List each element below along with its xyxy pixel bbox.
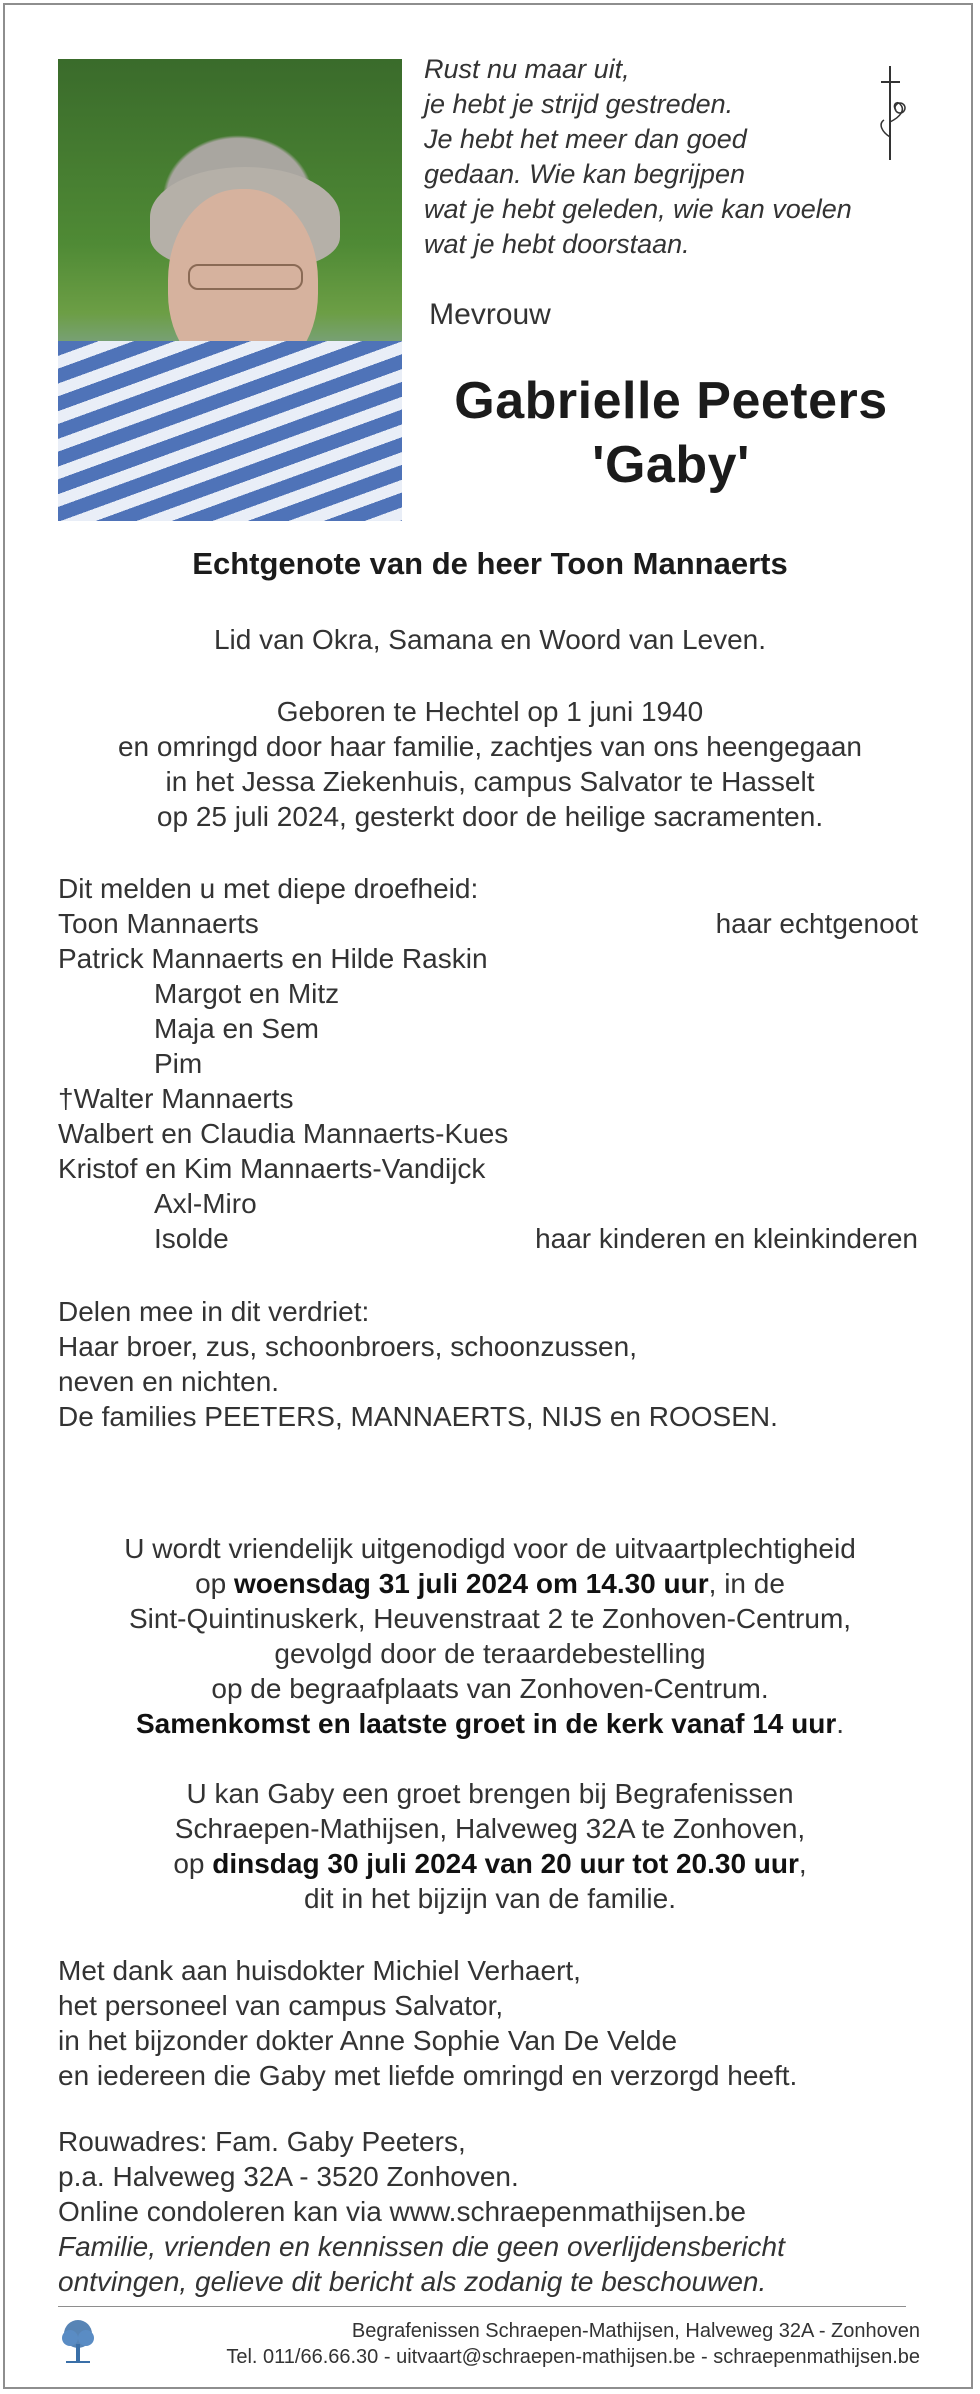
tree-logo-icon [58,2318,98,2366]
spouse-line: Echtgenote van de heer Toon Mannaerts [192,546,788,581]
family-row: Isolde haar kinderen en kleinkinderen [154,1223,918,1254]
deceased-name: Gabrielle Peeters [454,372,888,430]
portrait-photo [58,59,402,521]
poem: Rust nu maar uit, je hebt je strijd gestreden. Je hebt het meer dan goed gedaan. Wie kan begrijpen wat je hebt geleden, wie kan voelen wat je hebt doorstaan. [424,54,852,259]
footer-contact: Tel. 011/66.66.30 - uitvaart@schraepen-mathijsen.be - schraepenmathijsen.be [226,2346,920,2368]
cross-with-rose-icon [870,62,920,162]
salutation: Mevrouw [429,298,551,331]
membership: Lid van Okra, Samana en Woord van Leven. [213,624,767,655]
family-row: Kristof en Kim Mannaerts-Vandijck [58,1153,486,1184]
family-row: Toon Mannaerts haar echtgenoot [58,908,918,939]
birth-info: Geboren te Hechtel op 1 juni 1940 en omringd door haar familie, zachtjes van ons heengegaan in het Jessa Ziekenhuis, campus Salvator te Hasselt op 25 juli 2024, gesterkt door de heilige sacramenten. [117,696,863,832]
family-row: Pim [154,1048,203,1079]
visitation-info: U kan Gaby een groet brengen bij Begrafenissen Schraepen-Mathijsen, Halveweg 32A te Zonhoven, op dinsdag 30 juli 2024 van 20 uur tot 20.30 uur, dit in het bijzijn van de familie. [173,1778,807,1914]
family-row: Maja en Sem [154,1013,319,1044]
family-row: Margot en Mitz [154,978,340,1009]
footer-divider [58,2306,906,2307]
family-row: †Walter Mannaerts [58,1083,294,1114]
footer [100,2318,920,2370]
family-list [58,871,918,1256]
funeral-invitation: U wordt vriendelijk uitgenodigd voor de uitvaartplechtigheid op woensdag 31 juli 2024 om 14.30 uur, in de Sint-Quintinuskerk, Heuvenstraat 2 te Zonhoven-Centrum, gevolgd door de teraardebestelling op de begraafplaats van Zonhoven-Centrum. Samenkomst en laatste groet in de kerk vanaf 14 uur. [124,1533,856,1739]
sharing-list: Delen mee in dit verdriet: Haar broer, zus, schoonbroers, schoonzussen, neven en nichten. De families PEETERS, MANNAERTS, NIJS en ROOSEN. [58,1296,778,1432]
family-row: Patrick Mannaerts en Hilde Raskin [58,943,488,974]
address-block: Rouwadres: Fam. Gaby Peeters, p.a. Halveweg 32A - 3520 Zonhoven. Online condoleren kan via www.schraepenmathijsen.be Familie, vrienden en kennissen die geen overlijdensbericht ontvingen, gelieve dit bericht als zodanig te beschouwen. [58,2126,785,2297]
family-row: Axl-Miro [154,1188,257,1219]
family-row: Walbert en Claudia Mannaerts-Kues [58,1118,509,1149]
thanks: Met dank aan huisdokter Michiel Verhaert, het personeel van campus Salvator, in het bijzonder dokter Anne Sophie Van De Velde en iedereen die Gaby met liefde omringd en verzorgd heeft. [58,1955,798,2091]
deceased-nickname: 'Gaby' [592,436,750,494]
footer-company: Begrafenissen Schraepen-Mathijsen, Halveweg 32A - Zonhoven [351,2320,920,2342]
family-intro: Dit melden u met diepe droefheid: [58,873,479,904]
